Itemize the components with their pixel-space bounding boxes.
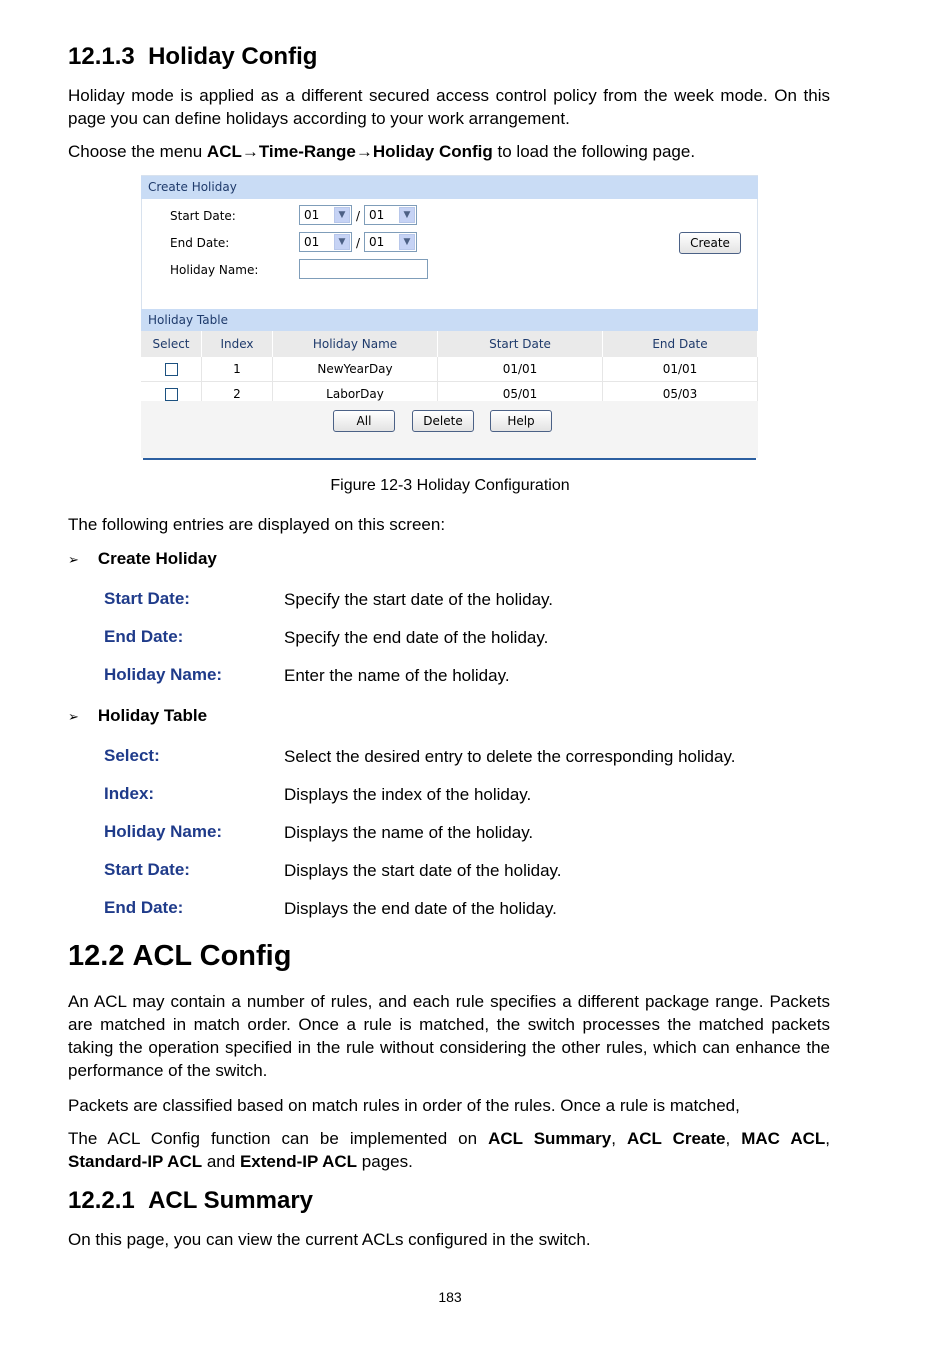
- term-table-start-date: Start Date:: [104, 860, 190, 879]
- term-index: Index:: [104, 784, 155, 803]
- date-separator: /: [356, 209, 361, 223]
- text-run: and: [202, 1152, 240, 1171]
- start-day-select[interactable]: [364, 205, 417, 225]
- section-title: ACL Summary: [148, 1187, 314, 1214]
- row-start-date: 05/01: [438, 382, 603, 407]
- row-index: 2: [202, 382, 273, 407]
- start-date-label: Start Date:: [170, 209, 236, 223]
- text-run: ,: [825, 1129, 830, 1148]
- col-holiday-name: Holiday Name: [273, 331, 438, 357]
- term-start-date: Start Date:: [104, 589, 190, 608]
- row-select-cell: [141, 357, 202, 382]
- col-start-date: Start Date: [438, 331, 603, 357]
- menu-suffix: to load the following page.: [492, 142, 696, 161]
- section-title: ACL Config: [132, 940, 292, 972]
- desc-table-start-date: Displays the start date of the holiday.: [284, 861, 562, 880]
- row-start-date: 01/01: [438, 357, 603, 382]
- chevron-down-icon: ▼: [399, 234, 415, 250]
- chevron-down-icon: ▼: [334, 234, 350, 250]
- text-run: The ACL Config function can be implemented on: [68, 1129, 489, 1148]
- holiday-table-title: Holiday Table: [97, 706, 208, 725]
- create-holiday-heading: [68, 549, 217, 569]
- holiday-name-label: Holiday Name:: [170, 263, 259, 277]
- acl-summary-ref: ACL Summary: [488, 1129, 612, 1148]
- section-heading-12-1-3: [68, 43, 317, 71]
- end-month-value: 01: [304, 235, 320, 249]
- holiday-config-figure: [141, 175, 759, 462]
- col-select: Select: [141, 331, 202, 357]
- start-month-select[interactable]: [299, 205, 352, 225]
- desc-start-date: Specify the start date of the holiday.: [284, 590, 554, 609]
- chevron-down-icon: ▼: [334, 207, 350, 223]
- section-number: 12.2.1: [68, 1187, 135, 1214]
- menu-prefix: Choose the menu: [68, 142, 207, 161]
- acl-paragraph-2: Packets are classified based on match rules in order of the rules. Once a rule is matched,: [68, 1096, 740, 1115]
- col-end-date: End Date: [603, 331, 758, 357]
- desc-table-holiday-name: Displays the name of the holiday.: [284, 823, 534, 842]
- desc-index: Displays the index of the holiday.: [284, 785, 532, 804]
- start-month-value: 01: [304, 208, 320, 222]
- term-table-holiday-name: Holiday Name:: [104, 822, 223, 841]
- row-end-date: 05/03: [603, 382, 758, 407]
- date-separator: /: [356, 236, 361, 250]
- section-heading-12-2: [68, 940, 291, 973]
- all-button[interactable]: All: [333, 410, 395, 432]
- acl-paragraph-3: [68, 1127, 830, 1173]
- acl-create-ref: ACL Create: [626, 1129, 726, 1148]
- create-holiday-title: Create Holiday: [97, 549, 217, 568]
- acl-paragraph-1: An ACL may contain a number of rules, and each rule specifies a different package range. Packets are matched in match order. Once a rule is matched, the switch processes the matched packets taking the operation specified in the rule without considering the other rules, which can enhance the performance of the switch.: [68, 992, 830, 1080]
- end-month-select[interactable]: [299, 232, 352, 252]
- end-date-label: End Date:: [170, 236, 230, 250]
- desc-holiday-name: Enter the name of the holiday.: [284, 666, 510, 685]
- row-holiday-name: LaborDay: [273, 382, 438, 407]
- standard-ip-acl-ref: Standard-IP ACL: [68, 1152, 203, 1171]
- row-checkbox[interactable]: [165, 388, 178, 401]
- bullet-arrow-icon: ➢: [68, 552, 79, 567]
- row-index: 1: [202, 357, 273, 382]
- text-run: pages.: [357, 1152, 413, 1171]
- text-run: ,: [611, 1129, 627, 1148]
- section-number: 12.1.3: [68, 43, 135, 70]
- create-holiday-bar: Create Holiday: [141, 176, 758, 199]
- page-number: 183: [438, 1289, 462, 1305]
- figure-caption: Figure 12-3 Holiday Configuration: [330, 477, 570, 494]
- term-holiday-name: Holiday Name:: [104, 665, 223, 684]
- bullet-arrow-icon: ➢: [68, 709, 79, 724]
- help-button[interactable]: Help: [490, 410, 552, 432]
- end-day-value: 01: [369, 235, 385, 249]
- section-heading-12-2-1: [68, 1187, 313, 1215]
- row-holiday-name: NewYearDay: [273, 357, 438, 382]
- acl-summary-paragraph: On this page, you can view the current ACLs configured in the switch.: [68, 1230, 591, 1249]
- mac-acl-ref: MAC ACL: [741, 1129, 826, 1148]
- intro-paragraph: Holiday mode is applied as a different secured access control policy from the week mode. On this page you can define holidays according to your work arrangement.: [68, 86, 830, 128]
- figure-bottom-rule: [143, 458, 756, 460]
- menu-path: ACL→Time-Range→Holiday Config: [206, 142, 493, 161]
- col-index: Index: [202, 331, 273, 357]
- holiday-table-bar: Holiday Table: [141, 309, 758, 332]
- row-checkbox[interactable]: [165, 363, 178, 376]
- menu-instruction: [68, 140, 695, 163]
- create-button[interactable]: Create: [679, 232, 741, 254]
- term-table-end-date: End Date:: [104, 898, 184, 917]
- section-title: Holiday Config: [148, 43, 318, 70]
- holiday-table-heading: [68, 706, 207, 726]
- desc-table-end-date: Displays the end date of the holiday.: [284, 899, 557, 918]
- holiday-table: [141, 331, 758, 407]
- end-day-select[interactable]: [364, 232, 417, 252]
- text-run: ,: [725, 1129, 742, 1148]
- section-number: 12.2: [68, 940, 125, 972]
- holiday-name-input[interactable]: [299, 259, 428, 279]
- desc-select: Select the desired entry to delete the corresponding holiday.: [284, 747, 736, 766]
- extend-ip-acl-ref: Extend-IP ACL: [239, 1152, 358, 1171]
- chevron-down-icon: ▼: [399, 207, 415, 223]
- row-end-date: 01/01: [603, 357, 758, 382]
- term-end-date: End Date:: [104, 627, 184, 646]
- table-header-row: [141, 331, 758, 357]
- table-row: [141, 357, 758, 382]
- term-select: Select:: [104, 746, 160, 765]
- delete-button[interactable]: Delete: [412, 410, 474, 432]
- start-day-value: 01: [369, 208, 385, 222]
- entries-intro: The following entries are displayed on this screen:: [68, 515, 446, 534]
- desc-end-date: Specify the end date of the holiday.: [284, 628, 549, 647]
